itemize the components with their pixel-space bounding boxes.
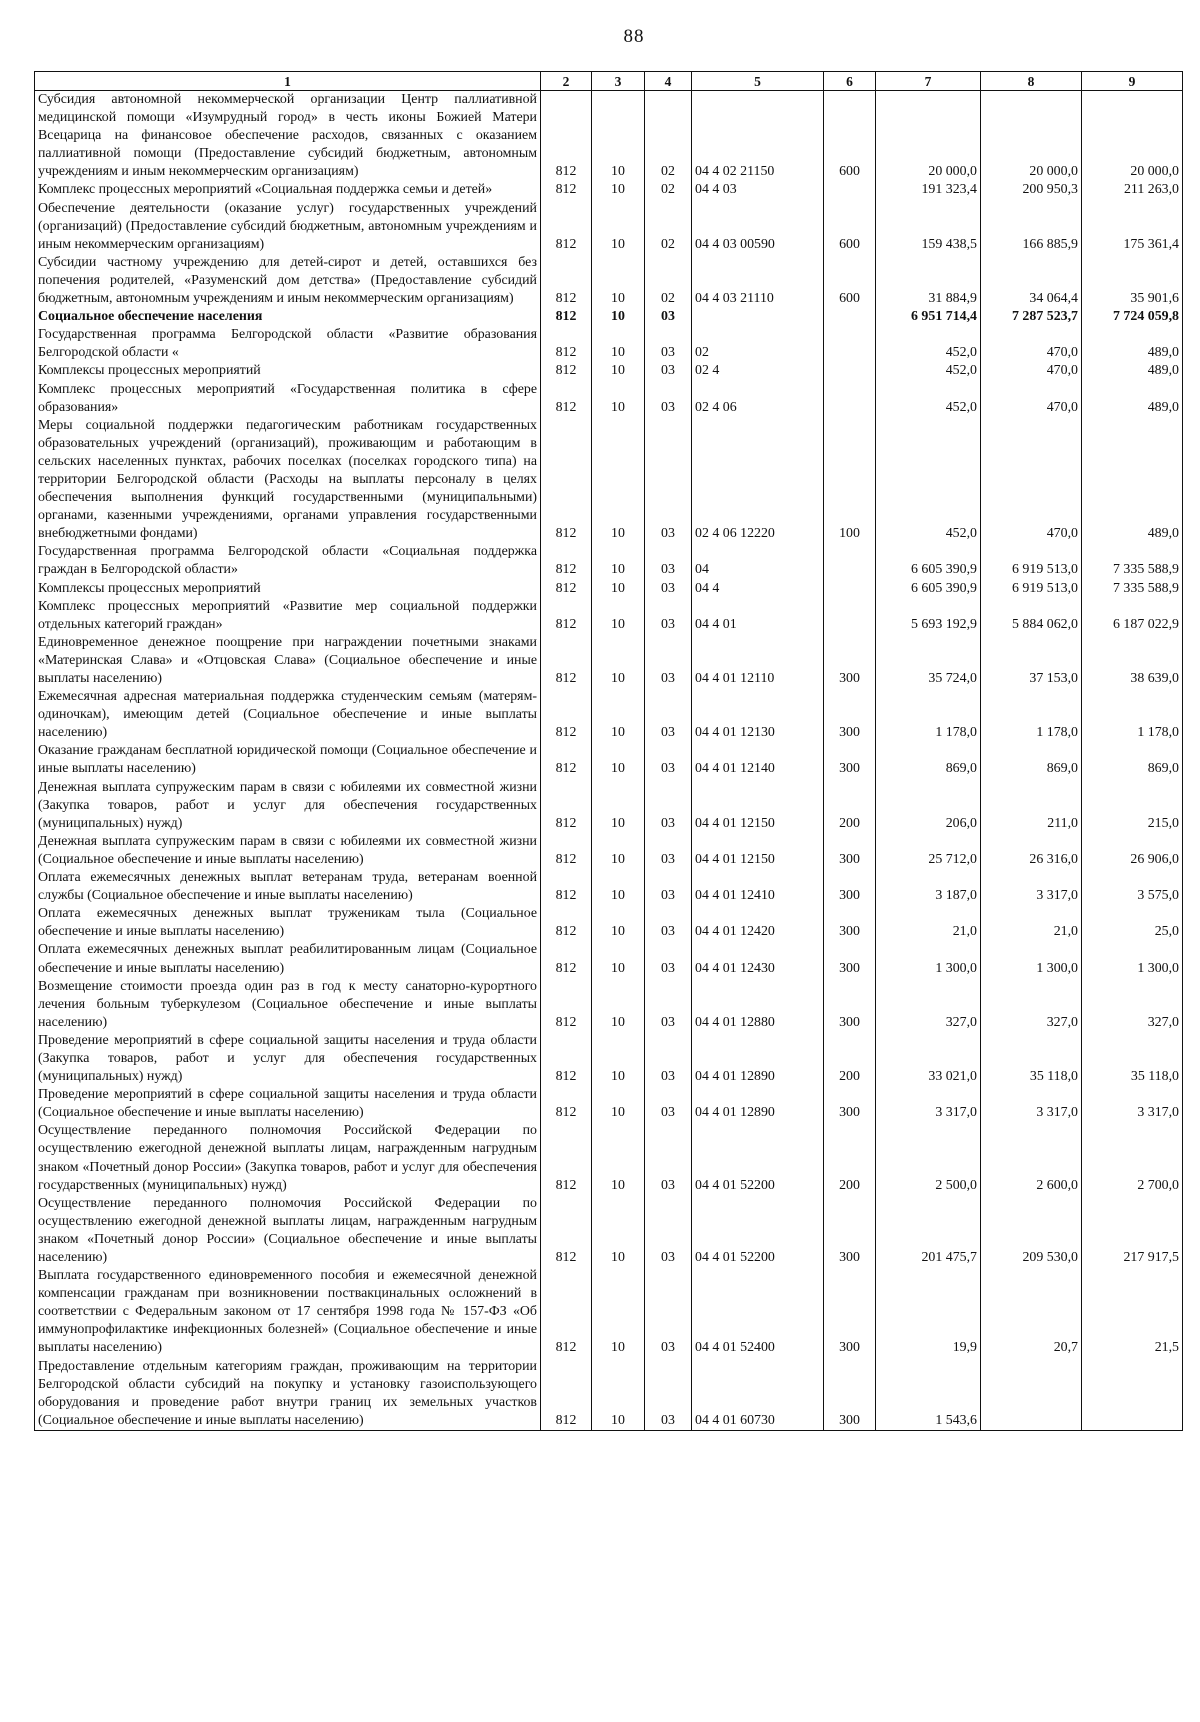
ministry-code: 812 bbox=[541, 978, 592, 1032]
amount-year-1: 25 712,0 bbox=[876, 833, 981, 869]
amount-year-3: 1 300,0 bbox=[1082, 941, 1183, 977]
section-code: 10 bbox=[592, 833, 645, 869]
expense-type-code: 300 bbox=[824, 941, 876, 977]
ministry-code: 812 bbox=[541, 417, 592, 544]
amount-year-2: 20 000,0 bbox=[981, 91, 1082, 182]
column-header: 5 bbox=[692, 72, 824, 91]
amount-year-3: 211 263,0 bbox=[1082, 181, 1183, 199]
target-article-code: 04 4 01 bbox=[692, 598, 824, 634]
subsection-code: 03 bbox=[645, 1358, 692, 1431]
table-row bbox=[35, 742, 1183, 778]
amount-year-3: 215,0 bbox=[1082, 779, 1183, 833]
row-description: Единовременное денежное поощрение при награждении почетными знаками «Материнская Слава» и «Отцовская Слава» (Социальное обеспечение и иные выплаты населению) bbox=[35, 634, 541, 688]
amount-year-1: 35 724,0 bbox=[876, 634, 981, 688]
row-description: Субсидия автономной некоммерческой организации Центр паллиативной медицинской помощи «Изумрудный город» в честь иконы Божией Матери Всецарица на финансовое обеспечение расходов, связанных с оказанием паллиативной помощи (Предоставление субсидий бюджетным, автономным учреждениям и иным некоммерческим организациям) bbox=[35, 91, 541, 182]
amount-year-3: 7 335 588,9 bbox=[1082, 580, 1183, 598]
row-description: Оказание гражданам бесплатной юридической помощи (Социальное обеспечение и иные выплаты населению) bbox=[35, 742, 541, 778]
ministry-code: 812 bbox=[541, 941, 592, 977]
amount-year-2: 34 064,4 bbox=[981, 254, 1082, 308]
page-number: 88 bbox=[623, 26, 645, 47]
expense-type-code: 200 bbox=[824, 1122, 876, 1194]
column-header: 1 bbox=[35, 72, 541, 91]
subsection-code: 03 bbox=[645, 833, 692, 869]
section-code: 10 bbox=[592, 326, 645, 362]
row-description: Проведение мероприятий в сфере социальной защиты населения и труда области (Закупка товаров, работ и услуг для обеспечения государственных (муниципальных) нужд) bbox=[35, 1032, 541, 1086]
ministry-code: 812 bbox=[541, 833, 592, 869]
section-code: 10 bbox=[592, 91, 645, 182]
table-row bbox=[35, 978, 1183, 1032]
expense-type-code: 300 bbox=[824, 688, 876, 742]
expense-type-code bbox=[824, 580, 876, 598]
amount-year-1: 33 021,0 bbox=[876, 1032, 981, 1086]
ministry-code: 812 bbox=[541, 181, 592, 199]
amount-year-2: 470,0 bbox=[981, 381, 1082, 417]
target-article-code: 04 4 01 12430 bbox=[692, 941, 824, 977]
amount-year-1: 6 605 390,9 bbox=[876, 580, 981, 598]
amount-year-1: 3 317,0 bbox=[876, 1086, 981, 1122]
section-code: 10 bbox=[592, 1086, 645, 1122]
target-article-code: 04 4 02 21150 bbox=[692, 91, 824, 182]
target-article-code: 04 4 01 52400 bbox=[692, 1267, 824, 1357]
ministry-code: 812 bbox=[541, 543, 592, 579]
amount-year-2: 37 153,0 bbox=[981, 634, 1082, 688]
expense-type-code bbox=[824, 381, 876, 417]
section-code: 10 bbox=[592, 580, 645, 598]
row-description: Комплекс процессных мероприятий «Развитие мер социальной поддержки отдельных категорий граждан» bbox=[35, 598, 541, 634]
target-article-code: 04 4 01 60730 bbox=[692, 1358, 824, 1431]
table-row bbox=[35, 417, 1183, 544]
target-article-code: 04 4 01 12130 bbox=[692, 688, 824, 742]
target-article-code: 04 4 03 21110 bbox=[692, 254, 824, 308]
section-code: 10 bbox=[592, 1267, 645, 1357]
row-description: Субсидии частному учреждению для детей-сирот и детей, оставшихся без попечения родителей, «Разуменский дом детства» (Предоставление субсидий бюджетным, автономным учреждениям и иным некоммерческим организациям) bbox=[35, 254, 541, 308]
section-code: 10 bbox=[592, 417, 645, 544]
expense-type-code: 200 bbox=[824, 779, 876, 833]
subsection-code: 03 bbox=[645, 634, 692, 688]
amount-year-2: 3 317,0 bbox=[981, 1086, 1082, 1122]
target-article-code: 04 bbox=[692, 543, 824, 579]
target-article-code: 04 4 01 12890 bbox=[692, 1032, 824, 1086]
subsection-code: 03 bbox=[645, 598, 692, 634]
amount-year-2: 2 600,0 bbox=[981, 1122, 1082, 1194]
amount-year-3: 3 317,0 bbox=[1082, 1086, 1183, 1122]
amount-year-1: 452,0 bbox=[876, 362, 981, 380]
amount-year-2: 470,0 bbox=[981, 326, 1082, 362]
section-code: 10 bbox=[592, 381, 645, 417]
row-description: Возмещение стоимости проезда один раз в год к месту санаторно-курортного лечения больным туберкулезом (Социальное обеспечение и иные выплаты населению) bbox=[35, 978, 541, 1032]
amount-year-1: 1 543,6 bbox=[876, 1358, 981, 1431]
amount-year-3: 7 724 059,8 bbox=[1082, 308, 1183, 326]
table-row bbox=[35, 1358, 1183, 1431]
ministry-code: 812 bbox=[541, 1358, 592, 1431]
section-code: 10 bbox=[592, 362, 645, 380]
row-description: Осуществление переданного полномочия Российской Федерации по осуществлению ежегодной денежной выплаты лицам, награжденным нагрудным знаком «Почетный донор России» (Социальное обеспечение и иные выплаты населению) bbox=[35, 1195, 541, 1267]
amount-year-3: 217 917,5 bbox=[1082, 1195, 1183, 1267]
amount-year-1: 2 500,0 bbox=[876, 1122, 981, 1194]
section-code: 10 bbox=[592, 634, 645, 688]
amount-year-2: 35 118,0 bbox=[981, 1032, 1082, 1086]
section-code: 10 bbox=[592, 598, 645, 634]
expense-type-code bbox=[824, 308, 876, 326]
budget-table bbox=[34, 71, 1183, 1431]
row-description: Проведение мероприятий в сфере социальной защиты населения и труда области (Социальное обеспечение и иные выплаты населению) bbox=[35, 1086, 541, 1122]
amount-year-1: 20 000,0 bbox=[876, 91, 981, 182]
column-header: 2 bbox=[541, 72, 592, 91]
ministry-code: 812 bbox=[541, 634, 592, 688]
table-row bbox=[35, 362, 1183, 380]
amount-year-3: 38 639,0 bbox=[1082, 634, 1183, 688]
target-article-code: 04 4 01 52200 bbox=[692, 1122, 824, 1194]
table-row bbox=[35, 1032, 1183, 1086]
amount-year-3: 35 901,6 bbox=[1082, 254, 1183, 308]
ministry-code: 812 bbox=[541, 362, 592, 380]
amount-year-3: 489,0 bbox=[1082, 362, 1183, 380]
amount-year-3: 3 575,0 bbox=[1082, 869, 1183, 905]
table-row bbox=[35, 833, 1183, 869]
row-description: Денежная выплата супружеским парам в связи с юбилеями их совместной жизни (Закупка товаров, работ и услуг для обеспечения государственных (муниципальных) нужд) bbox=[35, 779, 541, 833]
amount-year-3: 26 906,0 bbox=[1082, 833, 1183, 869]
table-row bbox=[35, 1267, 1183, 1357]
amount-year-2: 26 316,0 bbox=[981, 833, 1082, 869]
amount-year-3: 20 000,0 bbox=[1082, 91, 1183, 182]
amount-year-3: 175 361,4 bbox=[1082, 200, 1183, 254]
expense-type-code: 300 bbox=[824, 1086, 876, 1122]
expense-type-code: 200 bbox=[824, 1032, 876, 1086]
section-code: 10 bbox=[592, 869, 645, 905]
section-code: 10 bbox=[592, 1358, 645, 1431]
target-article-code: 02 4 bbox=[692, 362, 824, 380]
subsection-code: 03 bbox=[645, 941, 692, 977]
amount-year-1: 201 475,7 bbox=[876, 1195, 981, 1267]
subsection-code: 03 bbox=[645, 742, 692, 778]
table-row bbox=[35, 543, 1183, 579]
ministry-code: 812 bbox=[541, 1195, 592, 1267]
row-description: Предоставление отдельным категориям граждан, проживающим на территории Белгородской области субсидий на покупку и установку газоиспользующего оборудования и проведение работ внутри границ их земельных участков (Социальное обеспечение и иные выплаты населению) bbox=[35, 1358, 541, 1431]
subsection-code: 03 bbox=[645, 978, 692, 1032]
column-header: 9 bbox=[1082, 72, 1183, 91]
row-description: Выплата государственного единовременного пособия и ежемесячной денежной компенсации гражданам при возникновении поствакцинальных осложнений в соответствии с Федеральным законом от 17 сентября 1998 года № 157-ФЗ «Об иммунопрофилактике инфекционных болезней» (Социальное обеспечение и иные выплаты населению) bbox=[35, 1267, 541, 1357]
subsection-code: 03 bbox=[645, 1122, 692, 1194]
expense-type-code: 600 bbox=[824, 200, 876, 254]
target-article-code: 04 4 01 12880 bbox=[692, 978, 824, 1032]
target-article-code: 02 4 06 bbox=[692, 381, 824, 417]
section-code: 10 bbox=[592, 978, 645, 1032]
amount-year-2: 6 919 513,0 bbox=[981, 580, 1082, 598]
target-article-code: 04 4 bbox=[692, 580, 824, 598]
table-row bbox=[35, 308, 1183, 326]
table-row bbox=[35, 634, 1183, 688]
row-description: Социальное обеспечение населения bbox=[35, 308, 541, 326]
ministry-code: 812 bbox=[541, 779, 592, 833]
ministry-code: 812 bbox=[541, 869, 592, 905]
table-row bbox=[35, 326, 1183, 362]
ministry-code: 812 bbox=[541, 598, 592, 634]
table-row bbox=[35, 254, 1183, 308]
table-row bbox=[35, 1195, 1183, 1267]
amount-year-2: 21,0 bbox=[981, 905, 1082, 941]
ministry-code: 812 bbox=[541, 381, 592, 417]
amount-year-3: 21,5 bbox=[1082, 1267, 1183, 1357]
target-article-code: 04 4 01 12140 bbox=[692, 742, 824, 778]
row-description: Ежемесячная адресная материальная поддержка студенческим семьям (матерям-одиночкам), имеющим детей (Социальное обеспечение и иные выплаты населению) bbox=[35, 688, 541, 742]
table-row bbox=[35, 941, 1183, 977]
amount-year-2: 211,0 bbox=[981, 779, 1082, 833]
subsection-code: 03 bbox=[645, 362, 692, 380]
expense-type-code: 300 bbox=[824, 905, 876, 941]
amount-year-3: 489,0 bbox=[1082, 381, 1183, 417]
subsection-code: 03 bbox=[645, 779, 692, 833]
ministry-code: 812 bbox=[541, 254, 592, 308]
amount-year-2: 470,0 bbox=[981, 417, 1082, 544]
table-row bbox=[35, 779, 1183, 833]
target-article-code: 04 4 03 bbox=[692, 181, 824, 199]
amount-year-2: 5 884 062,0 bbox=[981, 598, 1082, 634]
column-header: 3 bbox=[592, 72, 645, 91]
section-code: 10 bbox=[592, 688, 645, 742]
amount-year-2: 7 287 523,7 bbox=[981, 308, 1082, 326]
amount-year-3: 6 187 022,9 bbox=[1082, 598, 1183, 634]
amount-year-2: 1 178,0 bbox=[981, 688, 1082, 742]
subsection-code: 02 bbox=[645, 181, 692, 199]
ministry-code: 812 bbox=[541, 1122, 592, 1194]
row-description: Обеспечение деятельности (оказание услуг) государственных учреждений (организаций) (Предоставление субсидий бюджетным, автономным учреждениям и иным некоммерческим организациям) bbox=[35, 200, 541, 254]
subsection-code: 03 bbox=[645, 1267, 692, 1357]
table-row bbox=[35, 200, 1183, 254]
subsection-code: 03 bbox=[645, 381, 692, 417]
expense-type-code: 300 bbox=[824, 978, 876, 1032]
subsection-code: 02 bbox=[645, 200, 692, 254]
amount-year-2: 166 885,9 bbox=[981, 200, 1082, 254]
amount-year-1: 6 605 390,9 bbox=[876, 543, 981, 579]
row-description: Осуществление переданного полномочия Российской Федерации по осуществлению ежегодной денежной выплаты лицам, награжденным нагрудным знаком «Почетный донор России» (Закупка товаров, работ и услуг для обеспечения государственных (муниципальных) нужд) bbox=[35, 1122, 541, 1194]
subsection-code: 03 bbox=[645, 1086, 692, 1122]
section-code: 10 bbox=[592, 1122, 645, 1194]
amount-year-1: 191 323,4 bbox=[876, 181, 981, 199]
amount-year-1: 327,0 bbox=[876, 978, 981, 1032]
row-description: Комплексы процессных мероприятий bbox=[35, 580, 541, 598]
amount-year-3: 2 700,0 bbox=[1082, 1122, 1183, 1194]
subsection-code: 03 bbox=[645, 869, 692, 905]
expense-type-code: 300 bbox=[824, 833, 876, 869]
table-row bbox=[35, 1086, 1183, 1122]
table-row bbox=[35, 91, 1183, 182]
target-article-code: 04 4 01 12150 bbox=[692, 833, 824, 869]
row-description: Оплата ежемесячных денежных выплат ветеранам труда, ветеранам военной службы (Социальное обеспечение и иные выплаты населению) bbox=[35, 869, 541, 905]
amount-year-3: 489,0 bbox=[1082, 417, 1183, 544]
section-code: 10 bbox=[592, 1195, 645, 1267]
target-article-code: 04 4 01 12890 bbox=[692, 1086, 824, 1122]
row-description: Государственная программа Белгородской области «Развитие образования Белгородской области « bbox=[35, 326, 541, 362]
row-description: Оплата ежемесячных денежных выплат реабилитированным лицам (Социальное обеспечение и иные выплаты населению) bbox=[35, 941, 541, 977]
expense-type-code bbox=[824, 326, 876, 362]
table-row bbox=[35, 580, 1183, 598]
ministry-code: 812 bbox=[541, 308, 592, 326]
ministry-code: 812 bbox=[541, 905, 592, 941]
ministry-code: 812 bbox=[541, 580, 592, 598]
amount-year-1: 5 693 192,9 bbox=[876, 598, 981, 634]
subsection-code: 03 bbox=[645, 1032, 692, 1086]
row-description: Комплекс процессных мероприятий «Социальная поддержка семьи и детей» bbox=[35, 181, 541, 199]
subsection-code: 03 bbox=[645, 543, 692, 579]
subsection-code: 03 bbox=[645, 905, 692, 941]
amount-year-2: 20,7 bbox=[981, 1267, 1082, 1357]
amount-year-3: 489,0 bbox=[1082, 326, 1183, 362]
amount-year-3: 1 178,0 bbox=[1082, 688, 1183, 742]
target-article-code bbox=[692, 308, 824, 326]
expense-type-code: 300 bbox=[824, 742, 876, 778]
amount-year-2: 470,0 bbox=[981, 362, 1082, 380]
ministry-code: 812 bbox=[541, 742, 592, 778]
header-row bbox=[35, 72, 1183, 91]
ministry-code: 812 bbox=[541, 326, 592, 362]
expense-type-code: 300 bbox=[824, 634, 876, 688]
amount-year-1: 6 951 714,4 bbox=[876, 308, 981, 326]
target-article-code: 04 4 01 12150 bbox=[692, 779, 824, 833]
subsection-code: 03 bbox=[645, 580, 692, 598]
expense-type-code: 100 bbox=[824, 417, 876, 544]
amount-year-2: 6 919 513,0 bbox=[981, 543, 1082, 579]
amount-year-3: 327,0 bbox=[1082, 978, 1183, 1032]
target-article-code: 04 4 01 52200 bbox=[692, 1195, 824, 1267]
table-row bbox=[35, 381, 1183, 417]
amount-year-3: 25,0 bbox=[1082, 905, 1183, 941]
row-description: Комплекс процессных мероприятий «Государственная политика в сфере образования» bbox=[35, 381, 541, 417]
target-article-code: 02 4 06 12220 bbox=[692, 417, 824, 544]
ministry-code: 812 bbox=[541, 1032, 592, 1086]
ministry-code: 812 bbox=[541, 91, 592, 182]
expense-type-code: 300 bbox=[824, 1267, 876, 1357]
section-code: 10 bbox=[592, 254, 645, 308]
table-row bbox=[35, 598, 1183, 634]
amount-year-3: 35 118,0 bbox=[1082, 1032, 1183, 1086]
section-code: 10 bbox=[592, 941, 645, 977]
subsection-code: 03 bbox=[645, 326, 692, 362]
table-row bbox=[35, 688, 1183, 742]
amount-year-3 bbox=[1082, 1358, 1183, 1431]
subsection-code: 02 bbox=[645, 254, 692, 308]
section-code: 10 bbox=[592, 543, 645, 579]
amount-year-1: 452,0 bbox=[876, 381, 981, 417]
amount-year-1: 206,0 bbox=[876, 779, 981, 833]
subsection-code: 03 bbox=[645, 1195, 692, 1267]
target-article-code: 04 4 01 12420 bbox=[692, 905, 824, 941]
amount-year-2: 209 530,0 bbox=[981, 1195, 1082, 1267]
target-article-code: 04 4 01 12110 bbox=[692, 634, 824, 688]
amount-year-3: 869,0 bbox=[1082, 742, 1183, 778]
section-code: 10 bbox=[592, 742, 645, 778]
amount-year-2: 1 300,0 bbox=[981, 941, 1082, 977]
column-header: 8 bbox=[981, 72, 1082, 91]
table-row bbox=[35, 869, 1183, 905]
subsection-code: 02 bbox=[645, 91, 692, 182]
amount-year-1: 3 187,0 bbox=[876, 869, 981, 905]
expense-type-code: 300 bbox=[824, 869, 876, 905]
expense-type-code bbox=[824, 362, 876, 380]
amount-year-2 bbox=[981, 1358, 1082, 1431]
subsection-code: 03 bbox=[645, 417, 692, 544]
ministry-code: 812 bbox=[541, 1267, 592, 1357]
section-code: 10 bbox=[592, 181, 645, 199]
section-code: 10 bbox=[592, 308, 645, 326]
expense-type-code: 300 bbox=[824, 1195, 876, 1267]
target-article-code: 04 4 01 12410 bbox=[692, 869, 824, 905]
table-body bbox=[35, 91, 1183, 1431]
row-description: Комплексы процессных мероприятий bbox=[35, 362, 541, 380]
row-description: Меры социальной поддержки педагогическим работникам государственных образовательных учреждений (организаций), проживающим и работающим в сельских населенных пунктах, рабочих поселках (поселках городского типа) на территории Белгородской области (Расходы на выплаты персоналу в целях обеспечения выполнения функций государственными (муниципальными) органами, казенными учреждениями, органами управления государственными внебюджетными фондами) bbox=[35, 417, 541, 544]
amount-year-1: 21,0 bbox=[876, 905, 981, 941]
column-header: 6 bbox=[824, 72, 876, 91]
amount-year-2: 200 950,3 bbox=[981, 181, 1082, 199]
amount-year-1: 869,0 bbox=[876, 742, 981, 778]
amount-year-1: 19,9 bbox=[876, 1267, 981, 1357]
amount-year-2: 869,0 bbox=[981, 742, 1082, 778]
amount-year-1: 1 178,0 bbox=[876, 688, 981, 742]
subsection-code: 03 bbox=[645, 308, 692, 326]
column-header: 4 bbox=[645, 72, 692, 91]
expense-type-code bbox=[824, 543, 876, 579]
expense-type-code bbox=[824, 181, 876, 199]
row-description: Денежная выплата супружеским парам в связи с юбилеями их совместной жизни (Социальное обеспечение и иные выплаты населению) bbox=[35, 833, 541, 869]
amount-year-3: 7 335 588,9 bbox=[1082, 543, 1183, 579]
ministry-code: 812 bbox=[541, 688, 592, 742]
amount-year-1: 31 884,9 bbox=[876, 254, 981, 308]
expense-type-code: 300 bbox=[824, 1358, 876, 1431]
section-code: 10 bbox=[592, 200, 645, 254]
column-header: 7 bbox=[876, 72, 981, 91]
section-code: 10 bbox=[592, 1032, 645, 1086]
amount-year-1: 1 300,0 bbox=[876, 941, 981, 977]
ministry-code: 812 bbox=[541, 200, 592, 254]
amount-year-1: 159 438,5 bbox=[876, 200, 981, 254]
row-description: Оплата ежемесячных денежных выплат труженикам тыла (Социальное обеспечение и иные выплаты населению) bbox=[35, 905, 541, 941]
target-article-code: 02 bbox=[692, 326, 824, 362]
expense-type-code bbox=[824, 598, 876, 634]
section-code: 10 bbox=[592, 905, 645, 941]
ministry-code: 812 bbox=[541, 1086, 592, 1122]
section-code: 10 bbox=[592, 779, 645, 833]
row-description: Государственная программа Белгородской области «Социальная поддержка граждан в Белгородской области» bbox=[35, 543, 541, 579]
expense-type-code: 600 bbox=[824, 254, 876, 308]
subsection-code: 03 bbox=[645, 688, 692, 742]
amount-year-2: 3 317,0 bbox=[981, 869, 1082, 905]
table-row bbox=[35, 181, 1183, 199]
amount-year-2: 327,0 bbox=[981, 978, 1082, 1032]
amount-year-1: 452,0 bbox=[876, 417, 981, 544]
amount-year-1: 452,0 bbox=[876, 326, 981, 362]
expense-type-code: 600 bbox=[824, 91, 876, 182]
target-article-code: 04 4 03 00590 bbox=[692, 200, 824, 254]
table-row bbox=[35, 905, 1183, 941]
table-row bbox=[35, 1122, 1183, 1194]
